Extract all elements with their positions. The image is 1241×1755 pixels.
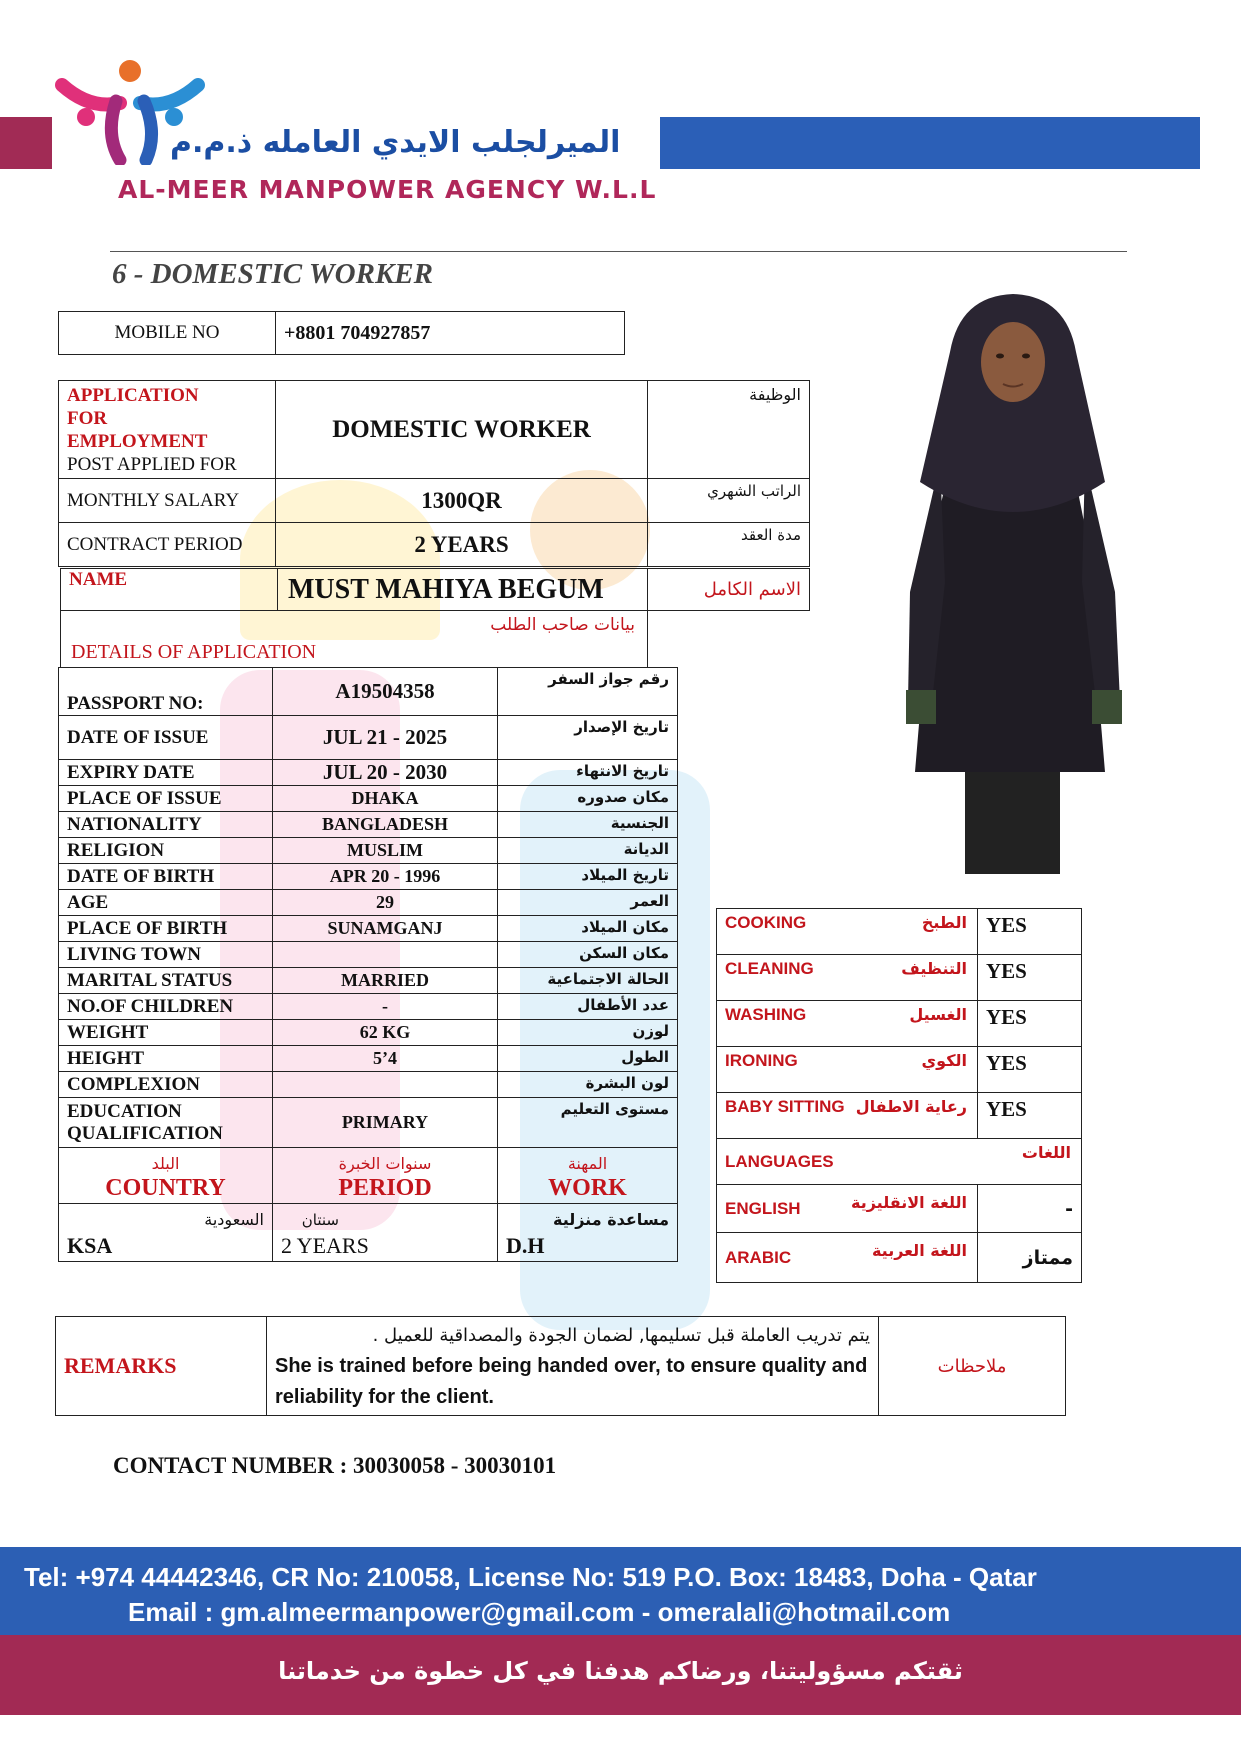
remarks-label: REMARKS xyxy=(56,1317,267,1416)
personal-row xyxy=(59,1020,678,1046)
skill-name-arabic: الطبخ xyxy=(921,913,967,932)
skill-name-english: IRONING xyxy=(725,1051,798,1070)
skill-value: YES xyxy=(978,1001,1082,1047)
language-name-arabic: اللغة الانقليزية xyxy=(851,1193,967,1212)
page-title: 6 - DOMESTIC WORKER xyxy=(112,258,433,290)
footer-slogan-bar xyxy=(0,1635,1241,1715)
header-accent-bar-left xyxy=(0,117,52,169)
work-header-english: WORK xyxy=(548,1174,627,1201)
personal-value: DHAKA xyxy=(273,786,498,812)
skill-name xyxy=(717,1001,978,1047)
personal-arabic: عدد الأطفال xyxy=(498,994,678,1020)
personal-value: APR 20 - 1996 xyxy=(273,864,498,890)
period-header-english: PERIOD xyxy=(338,1174,432,1201)
company-name-arabic: الميرلجلب الايدي العامله ذ.م.م xyxy=(170,125,621,160)
personal-value: MUSLIM xyxy=(273,838,498,864)
skill-value: YES xyxy=(978,909,1082,955)
language-value: ممتاز xyxy=(978,1233,1082,1283)
personal-value: JUL 20 - 2030 xyxy=(273,760,498,786)
personal-label: DATE OF BIRTH xyxy=(59,864,273,890)
skill-name xyxy=(717,1093,978,1139)
mobile-value: +8801 704927857 xyxy=(276,312,625,355)
personal-label: LIVING TOWN xyxy=(59,942,273,968)
mobile-label: MOBILE NO xyxy=(59,312,276,355)
personal-value xyxy=(273,1072,498,1098)
skill-name-arabic: رعاية الاطفال xyxy=(855,1097,967,1116)
personal-row xyxy=(59,716,678,760)
language-name-english: ARABIC xyxy=(725,1247,792,1267)
skill-row xyxy=(717,1047,1082,1093)
personal-row xyxy=(59,890,678,916)
post-applied-label: POST APPLIED FOR xyxy=(67,453,237,475)
personal-arabic: رقم جواز السفر xyxy=(498,668,678,716)
personal-arabic: العمر xyxy=(498,890,678,916)
personal-row xyxy=(59,1098,678,1148)
personal-arabic: الحالة الاجتماعية xyxy=(498,968,678,994)
experience-period-arabic: سنتان xyxy=(301,1210,339,1229)
details-box xyxy=(60,611,648,668)
footer-line-2: Email : gm.almeermanpower@gmail.com - omeralali@hotmail.com xyxy=(128,1597,951,1627)
personal-arabic: مستوى التعليم xyxy=(498,1098,678,1148)
personal-label: HEIGHT xyxy=(59,1046,273,1072)
header-divider xyxy=(110,251,1127,252)
remarks-arabic-label: ملاحظات xyxy=(879,1317,1066,1416)
experience-country-value: KSA xyxy=(67,1232,113,1258)
personal-label: PLACE OF ISSUE xyxy=(59,786,273,812)
personal-label: WEIGHT xyxy=(59,1020,273,1046)
personal-row xyxy=(59,916,678,942)
personal-label: RELIGION xyxy=(59,838,273,864)
application-arabic: الوظيفة xyxy=(648,381,810,479)
country-header-arabic: البلد xyxy=(151,1153,180,1173)
skill-value: YES xyxy=(978,1047,1082,1093)
period-header xyxy=(273,1148,498,1204)
contract-value: 2 YEARS xyxy=(276,523,648,567)
country-header-english: COUNTRY xyxy=(105,1174,226,1201)
application-value: DOMESTIC WORKER xyxy=(276,381,648,479)
work-header xyxy=(498,1148,678,1204)
personal-row xyxy=(59,864,678,890)
personal-value: 5’4 xyxy=(273,1046,498,1072)
salary-label: MONTHLY SALARY xyxy=(59,479,276,523)
contract-label: CONTRACT PERIOD xyxy=(59,523,276,567)
application-table xyxy=(58,380,810,567)
personal-arabic: تاريخ الميلاد xyxy=(498,864,678,890)
personal-row xyxy=(59,1046,678,1072)
personal-value xyxy=(273,942,498,968)
footer-slogan: ثقتكم مسؤوليتنا، ورضاكم هدفنا في كل خطوة من خدماتنا xyxy=(278,1657,963,1685)
languages-header-arabic: اللغات xyxy=(1021,1143,1071,1162)
name-arabic: الاسم الكامل xyxy=(648,569,810,611)
application-label: APPLICATION FOR EMPLOYMENT xyxy=(67,384,208,452)
name-value: MUST MAHIYA BEGUM xyxy=(278,569,648,611)
language-name-english: ENGLISH xyxy=(725,1198,801,1218)
personal-arabic: الجنسية xyxy=(498,812,678,838)
personal-row xyxy=(59,942,678,968)
personal-value: 62 KG xyxy=(273,1020,498,1046)
personal-details-table xyxy=(58,667,678,1262)
languages-header-english: LANGUAGES xyxy=(725,1151,834,1171)
remarks-english-text: She is trained before being handed over, to ensure quality and reliability for the client. xyxy=(275,1354,868,1408)
personal-row xyxy=(59,812,678,838)
skill-name-english: CLEANING xyxy=(725,959,814,978)
skill-name-arabic: التنظيف xyxy=(901,959,967,978)
skill-name-english: BABY SITTING xyxy=(725,1097,845,1116)
personal-row xyxy=(59,968,678,994)
skill-row xyxy=(717,1001,1082,1047)
personal-arabic: تاريخ الانتهاء xyxy=(498,760,678,786)
skill-name-english: WASHING xyxy=(725,1005,807,1024)
skill-name-english: COOKING xyxy=(725,913,807,932)
personal-value: MARRIED xyxy=(273,968,498,994)
contract-arabic: مدة العقد xyxy=(648,523,810,567)
language-name xyxy=(717,1185,978,1233)
personal-row xyxy=(59,668,678,716)
personal-label: COMPLEXION xyxy=(59,1072,273,1098)
skill-row xyxy=(717,909,1082,955)
personal-arabic: الطول xyxy=(498,1046,678,1072)
skill-name xyxy=(717,955,978,1001)
work-header-arabic: المهنة xyxy=(567,1153,608,1173)
experience-work xyxy=(498,1204,678,1262)
language-row xyxy=(717,1185,1082,1233)
name-label: NAME xyxy=(61,569,278,611)
personal-label: EDUCATION QUALIFICATION xyxy=(59,1098,273,1148)
language-row xyxy=(717,1233,1082,1283)
personal-label: NO.OF CHILDREN xyxy=(59,994,273,1020)
name-table xyxy=(60,568,810,611)
personal-arabic: لوزن xyxy=(498,1020,678,1046)
personal-value: 29 xyxy=(273,890,498,916)
personal-row xyxy=(59,994,678,1020)
period-header-arabic: سنوات الخبرة xyxy=(338,1153,432,1173)
personal-arabic: مكان الميلاد xyxy=(498,916,678,942)
remarks-table xyxy=(55,1316,1066,1416)
skill-name-arabic: الكوي xyxy=(921,1051,967,1070)
details-label: DETAILS OF APPLICATION xyxy=(71,641,317,663)
personal-label: AGE xyxy=(59,890,273,916)
contact-number: CONTACT NUMBER : 30030058 - 30030101 xyxy=(113,1453,557,1478)
experience-period xyxy=(273,1204,498,1262)
personal-arabic: مكان صدوره xyxy=(498,786,678,812)
skills-table xyxy=(716,908,1082,1283)
experience-work-arabic: مساعدة منزلية xyxy=(552,1209,669,1229)
details-arabic: بيانات صاحب الطلب xyxy=(490,615,635,635)
skill-value: YES xyxy=(978,1093,1082,1139)
country-header xyxy=(59,1148,273,1204)
salary-arabic: الراتب الشهري xyxy=(648,479,810,523)
applicant-photo xyxy=(900,292,1126,874)
experience-period-value: 2 YEARS xyxy=(281,1232,369,1258)
experience-country-arabic: السعودية xyxy=(204,1209,264,1229)
skill-value: YES xyxy=(978,955,1082,1001)
personal-arabic: لون البشرة xyxy=(498,1072,678,1098)
personal-value: JUL 21 - 2025 xyxy=(273,716,498,760)
language-value: - xyxy=(978,1185,1082,1233)
personal-value: - xyxy=(273,994,498,1020)
personal-row xyxy=(59,786,678,812)
remarks-text xyxy=(267,1317,879,1416)
salary-value: 1300QR xyxy=(276,479,648,523)
personal-value: A19504358 xyxy=(273,668,498,716)
application-label-cell xyxy=(59,381,276,479)
mobile-table xyxy=(58,311,625,355)
skill-name xyxy=(717,1047,978,1093)
personal-label: MARITAL STATUS xyxy=(59,968,273,994)
languages-header xyxy=(717,1139,1082,1185)
remarks-arabic-text: يتم تدريب العاملة قبل تسليمها, لضمان الجودة والمصداقية للعميل . xyxy=(372,1324,870,1346)
personal-label: PASSPORT NO: xyxy=(59,668,273,716)
personal-value: PRIMARY xyxy=(273,1098,498,1148)
personal-row xyxy=(59,838,678,864)
skill-row xyxy=(717,955,1082,1001)
experience-country xyxy=(59,1204,273,1262)
skill-name xyxy=(717,909,978,955)
personal-label: EXPIRY DATE xyxy=(59,760,273,786)
skill-name-arabic: الغسيل xyxy=(909,1005,967,1024)
personal-label: PLACE OF BIRTH xyxy=(59,916,273,942)
company-name: AL-MEER MANPOWER AGENCY W.L.L xyxy=(118,175,657,204)
personal-row xyxy=(59,760,678,786)
language-name-arabic: اللغة العربية xyxy=(871,1241,967,1260)
personal-label: NATIONALITY xyxy=(59,812,273,838)
personal-value: BANGLADESH xyxy=(273,812,498,838)
language-name xyxy=(717,1233,978,1283)
personal-label: DATE OF ISSUE xyxy=(59,716,273,760)
skill-row xyxy=(717,1093,1082,1139)
personal-arabic: مكان السكن xyxy=(498,942,678,968)
personal-arabic: تاريخ الإصدار xyxy=(498,716,678,760)
header-accent-bar-right xyxy=(660,117,1200,169)
experience-work-value: D.H xyxy=(506,1232,545,1258)
personal-arabic: الديانة xyxy=(498,838,678,864)
personal-row xyxy=(59,1072,678,1098)
personal-value: SUNAMGANJ xyxy=(273,916,498,942)
footer-line-1: Tel: +974 44442346, CR No: 210058, License No: 519 P.O. Box: 18483, Doha - Qatar xyxy=(24,1562,1037,1592)
